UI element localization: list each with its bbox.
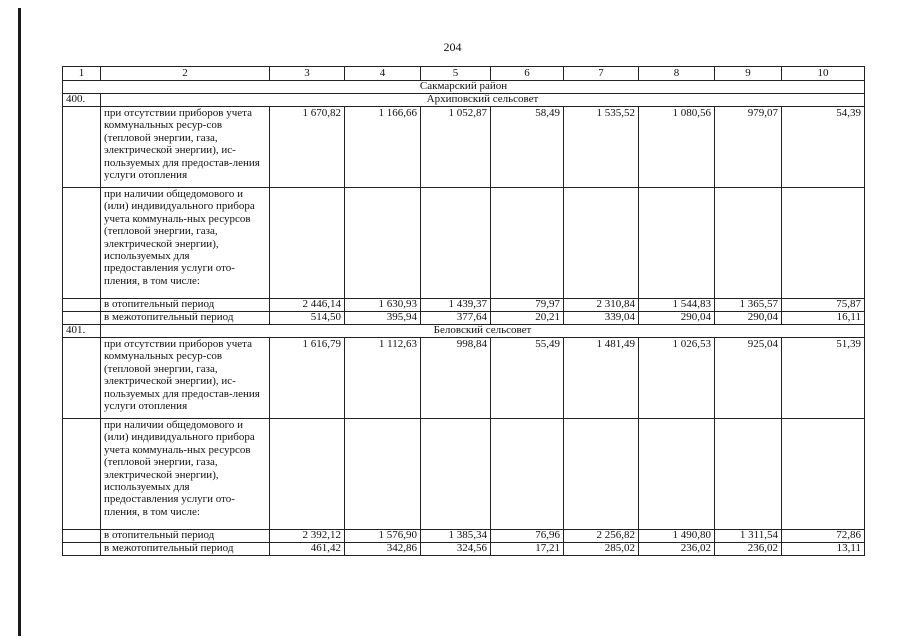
- value-cell-col-10: 72,86: [782, 530, 865, 543]
- value-cell-col-8: 1 026,53: [639, 338, 715, 419]
- value-cell-col-8: 1 490,80: [639, 530, 715, 543]
- row-code-cell: [63, 530, 101, 543]
- value-cell-col-7: [564, 419, 639, 530]
- value-cell-col-3: [270, 419, 345, 530]
- value-cell-col-4: 1 166,66: [345, 107, 421, 188]
- value-cell-col-4: [345, 419, 421, 530]
- value-cell-col-9: [715, 419, 782, 530]
- row-code-cell: [63, 543, 101, 556]
- column-header-1: 1: [63, 67, 101, 81]
- column-header-4: 4: [345, 67, 421, 81]
- table-row: [63, 188, 865, 299]
- row-description: при наличии общедомового и (или) индивидуального прибора учета коммуналь-ных ресурсов (тепловой энергии, газа, электрической энергии), используемых для предоставления услуги ото-пления, в том числе:: [101, 188, 270, 299]
- value-cell-col-5: 324,56: [421, 543, 491, 556]
- tariff-table: [62, 66, 865, 556]
- row-description: при наличии общедомового и (или) индивидуального прибора учета коммуналь-ных ресурсов (тепловой энергии, газа, электрической энергии), используемых для предоставления услуги ото-пления, в том числе:: [101, 419, 270, 530]
- value-cell-col-5: 1 052,87: [421, 107, 491, 188]
- value-cell-col-6: [491, 188, 564, 299]
- column-header-7: 7: [564, 67, 639, 81]
- value-cell-col-7: 1 535,52: [564, 107, 639, 188]
- value-cell-col-8: 1 544,83: [639, 299, 715, 312]
- value-cell-col-10: 75,87: [782, 299, 865, 312]
- value-cell-col-9: 1 311,54: [715, 530, 782, 543]
- value-cell-col-7: 2 310,84: [564, 299, 639, 312]
- column-header-9: 9: [715, 67, 782, 81]
- table-row: [63, 299, 865, 312]
- row-description: в межотопительный период: [101, 312, 270, 325]
- value-cell-col-7: 2 256,82: [564, 530, 639, 543]
- column-header-2: 2: [101, 67, 270, 81]
- value-cell-col-9: 236,02: [715, 543, 782, 556]
- table-row: [63, 419, 865, 530]
- value-cell-col-6: 79,97: [491, 299, 564, 312]
- value-cell-col-3: 2 446,14: [270, 299, 345, 312]
- column-header-3: 3: [270, 67, 345, 81]
- value-cell-col-8: [639, 188, 715, 299]
- table-row: [63, 107, 865, 188]
- column-header-row: [63, 67, 865, 81]
- value-cell-col-8: 290,04: [639, 312, 715, 325]
- value-cell-col-10: 51,39: [782, 338, 865, 419]
- row-code-cell: [63, 419, 101, 530]
- row-code-cell: [63, 338, 101, 419]
- page-number: 204: [443, 40, 462, 54]
- value-cell-col-4: 1 630,93: [345, 299, 421, 312]
- table-row: [63, 543, 865, 556]
- value-cell-col-9: [715, 188, 782, 299]
- table-row: [63, 338, 865, 419]
- value-cell-col-10: [782, 419, 865, 530]
- value-cell-col-5: 377,64: [421, 312, 491, 325]
- value-cell-col-7: 285,02: [564, 543, 639, 556]
- value-cell-col-10: 13,11: [782, 543, 865, 556]
- value-cell-col-3: [270, 188, 345, 299]
- value-cell-col-4: 1 112,63: [345, 338, 421, 419]
- value-cell-col-6: 76,96: [491, 530, 564, 543]
- row-description: при отсутствии приборов учета коммунальных ресур-сов (тепловой энергии, газа, электрической энергии), ис-пользуемых для предостав-ления услуги отопления: [101, 107, 270, 188]
- value-cell-col-6: [491, 419, 564, 530]
- value-cell-col-4: 1 576,90: [345, 530, 421, 543]
- value-cell-col-3: 1 616,79: [270, 338, 345, 419]
- column-header-6: 6: [491, 67, 564, 81]
- settlement-title: Беловский сельсовет: [101, 325, 865, 338]
- value-cell-col-10: 16,11: [782, 312, 865, 325]
- table-row: [63, 530, 865, 543]
- row-code-cell: [63, 299, 101, 312]
- value-cell-col-5: 1 385,34: [421, 530, 491, 543]
- district-title: Сакмарский район: [63, 81, 865, 94]
- value-cell-col-7: [564, 188, 639, 299]
- value-cell-col-6: 58,49: [491, 107, 564, 188]
- row-description: в отопительный период: [101, 299, 270, 312]
- value-cell-col-3: 1 670,82: [270, 107, 345, 188]
- column-header-8: 8: [639, 67, 715, 81]
- row-code-cell: [63, 188, 101, 299]
- row-description: в отопительный период: [101, 530, 270, 543]
- value-cell-col-9: 290,04: [715, 312, 782, 325]
- page-binding-line: [18, 8, 21, 636]
- value-cell-col-5: [421, 419, 491, 530]
- value-cell-col-3: 2 392,12: [270, 530, 345, 543]
- settlement-title: Архиповский сельсовет: [101, 94, 865, 107]
- value-cell-col-8: 1 080,56: [639, 107, 715, 188]
- value-cell-col-4: 342,86: [345, 543, 421, 556]
- value-cell-col-5: [421, 188, 491, 299]
- value-cell-col-8: [639, 419, 715, 530]
- value-cell-col-3: 461,42: [270, 543, 345, 556]
- value-cell-col-10: 54,39: [782, 107, 865, 188]
- value-cell-col-4: 395,94: [345, 312, 421, 325]
- value-cell-col-3: 514,50: [270, 312, 345, 325]
- value-cell-col-6: 55,49: [491, 338, 564, 419]
- row-code-cell: [63, 312, 101, 325]
- value-cell-col-10: [782, 188, 865, 299]
- value-cell-col-6: 17,21: [491, 543, 564, 556]
- settlement-row: [63, 94, 865, 107]
- row-description: при отсутствии приборов учета коммунальных ресур-сов (тепловой энергии, газа, электрической энергии), ис-пользуемых для предостав-ления услуги отопления: [101, 338, 270, 419]
- value-cell-col-9: 925,04: [715, 338, 782, 419]
- value-cell-col-8: 236,02: [639, 543, 715, 556]
- table-row: [63, 312, 865, 325]
- row-code-cell: [63, 107, 101, 188]
- value-cell-col-5: 998,84: [421, 338, 491, 419]
- value-cell-col-9: 1 365,57: [715, 299, 782, 312]
- value-cell-col-4: [345, 188, 421, 299]
- value-cell-col-7: 1 481,49: [564, 338, 639, 419]
- value-cell-col-9: 979,07: [715, 107, 782, 188]
- district-row: [63, 81, 865, 94]
- column-header-10: 10: [782, 67, 865, 81]
- settlement-row: [63, 325, 865, 338]
- row-description: в межотопительный период: [101, 543, 270, 556]
- value-cell-col-6: 20,21: [491, 312, 564, 325]
- value-cell-col-5: 1 439,37: [421, 299, 491, 312]
- settlement-code: 401.: [63, 325, 101, 338]
- settlement-code: 400.: [63, 94, 101, 107]
- column-header-5: 5: [421, 67, 491, 81]
- value-cell-col-7: 339,04: [564, 312, 639, 325]
